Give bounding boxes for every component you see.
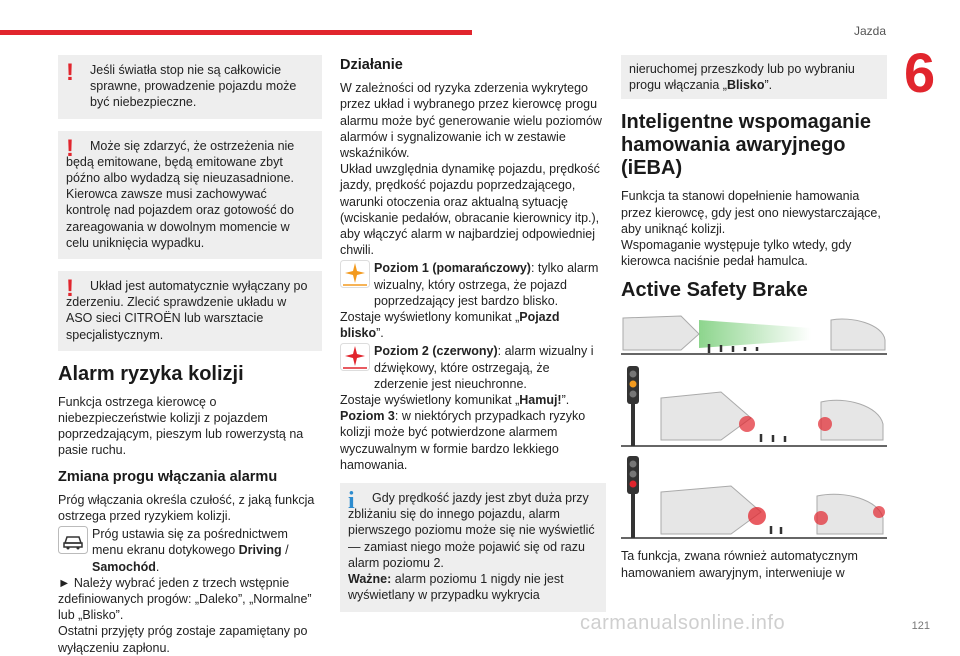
paragraph: Wspomaganie występuje tylko wtedy, gdy kierowca naciśnie pedał hamulca. — [621, 238, 852, 269]
alert-level-text: : w niektórych przypadkach ryzyko kolizji może być potwierdzone alarmem wyczuwalnym w formie bardzo lekkiego hamowania. — [340, 409, 586, 472]
traffic-light-illustration — [621, 362, 887, 448]
heading-operation: Działanie — [340, 57, 403, 73]
info-text: alarm poziomu 1 nigdy nie jest wyświetlany w przypadku wykrycia — [348, 572, 564, 603]
page-number: 121 — [911, 620, 930, 632]
alert-level-name: Poziom 2 (czerwony) — [374, 344, 498, 359]
message-line — [340, 309, 606, 341]
warning-text: zderzeniu. Zlecić sprawdzenie układu w ASO sieci CITROËN lub warsztacie specjalistycznym. — [66, 295, 287, 342]
separator: / — [281, 543, 289, 558]
warning-icon: ! — [66, 59, 74, 86]
paragraph: Ostatni przyjęty próg zostaje zapamiętany po wyłączeniu zapłonu. — [58, 624, 308, 655]
continuation-text: nieruchomej przeszkody lub po wybraniu progu włączania „ — [629, 62, 855, 93]
alert-level-name: Poziom 1 (pomarańczowy) — [374, 261, 531, 276]
warning-text: będą emitowane, będą emitowane zbyt późno albo wydadzą się nieuzasadnione. Kierowca zawsze musi zachowywać kontrolę nad pojazdem oraz gotowość do zareagowania w dowolnym momencie w celu uniknięcia wypadku. — [66, 154, 294, 250]
threshold-name: Blisko — [726, 78, 765, 93]
message-line — [340, 392, 606, 408]
warning-box — [58, 131, 322, 259]
warning-box — [58, 271, 322, 351]
warning-icon: ! — [66, 275, 74, 303]
punctuation: ”. — [561, 393, 570, 408]
warning-text: Może się zdarzyć, że ostrzeżenia nie — [90, 138, 295, 153]
paragraph: Funkcja ostrzega kierowcę o niebezpieczeństwie kolizji z pojazdem poprzedzającym, pieszym lub rowerzystą na pasie ruchu. — [58, 394, 304, 458]
alert-level-3 — [340, 408, 606, 473]
collision-alert-red-icon — [340, 343, 370, 371]
menu-name: Samochód — [92, 559, 156, 574]
info-text: zbliżaniu się do innego pojazdu, alarm pierwszego poziomu może się nie wyświetlić — zamiast niego może pojawić się od razu alarm poziomu 2. — [348, 507, 595, 570]
important-label: Ważne: — [348, 572, 392, 587]
car-radar-illustration — [621, 310, 887, 356]
continuation-box — [621, 55, 887, 99]
info-icon: i — [348, 488, 355, 515]
punctuation: ”. — [764, 78, 773, 93]
alert-level-text: : alarm wizualny i dźwiękowy, które ostrzegają, że zderzenie jest nieuchronne. — [374, 344, 594, 391]
car-settings-icon — [58, 526, 88, 554]
paragraph: Próg włączania określa czułość, z jaką funkcja ostrzega przed ryzykiem kolizji. — [58, 492, 315, 524]
paragraph: W zależności od ryzyka zderzenia wykrytego przez układ i wybranego przez kierowcę progu alarmu może być generowanie wielu poziomów alarmów i sygnalizowanie ich w zestawie wskaźników. — [340, 81, 602, 161]
touchscreen-instruction — [58, 526, 322, 575]
column-2 — [340, 55, 606, 624]
punctuation: . — [155, 559, 160, 574]
warning-text: Układ jest automatycznie wyłączany po — [90, 279, 308, 294]
info-text: Gdy prędkość jazdy jest zbyt duża przy — [372, 491, 589, 506]
paragraph: ► Należy wybrać jeden z trzech wstępnie zdefiniowanych progów: „Daleko”, „Normalne” lub „Blisko”. — [58, 575, 312, 623]
menu-name: Driving — [238, 543, 282, 558]
alert-level-1 — [340, 260, 606, 309]
section-title: Jazda — [853, 24, 886, 38]
emergency-braking-illustration — [621, 454, 887, 540]
alert-level-name: Poziom 3 — [340, 409, 395, 424]
alert-level-text: : tylko alarm wizualny, który ostrzega, że pojazd poprzedzający jest bardzo blisko. — [374, 261, 599, 308]
heading-ieba: Inteligentne wspomaganie hamowania awaryjnego (iEBA) — [621, 111, 872, 180]
warning-box — [58, 55, 322, 119]
paragraph: Funkcja ta stanowi dopełnienie hamowania przez kierowcę, gdy jest ono niewystarczające, aby uniknąć kolizji. — [621, 189, 881, 236]
column-3 — [621, 55, 887, 581]
heading-collision-alert: Alarm ryzyka kolizji — [58, 362, 244, 385]
chapter-number: 6 — [904, 41, 936, 104]
message-text: Zostaje wyświetlony komunikat „ — [340, 310, 520, 325]
message-name: Hamuj! — [519, 393, 562, 408]
watermark: carmanualsonline.info — [580, 612, 786, 634]
instruction-text: Próg ustawia się za pośrednictwem menu ekranu dotykowego — [92, 527, 288, 558]
column-1 — [58, 55, 322, 656]
info-box — [340, 483, 606, 611]
message-name: Pojazd blisko — [340, 310, 560, 341]
paragraph: Ta funkcja, zwana również automatycznym hamowaniem awaryjnym, interweniuje w — [621, 549, 858, 580]
punctuation: ”. — [376, 326, 384, 341]
heading-threshold: Zmiana progu włączania alarmu — [58, 468, 278, 485]
header-accent-bar — [0, 30, 472, 35]
warning-text: sprawne, prowadzenie pojazdu może być niebezpieczne. — [90, 79, 297, 110]
message-text: Zostaje wyświetlony komunikat „ — [340, 393, 520, 408]
heading-active-safety-brake: Active Safety Brake — [621, 279, 808, 302]
paragraph: Układ uwzględnia dynamikę pojazdu, prędkość jazdy, prędkość pojazdu poprzedzającego, warunki otoczenia oraz aktualną sytuację (wciskanie pedałów, obracanie kierownicy itp.), aby włączyć alarm w najbardziej odpowiedniej chwili. — [340, 162, 600, 258]
warning-icon: ! — [66, 134, 74, 162]
warning-text: Jeśli światła stop nie są całkowicie — [90, 63, 282, 77]
alert-level-2 — [340, 343, 606, 392]
collision-alert-orange-icon — [340, 260, 370, 288]
